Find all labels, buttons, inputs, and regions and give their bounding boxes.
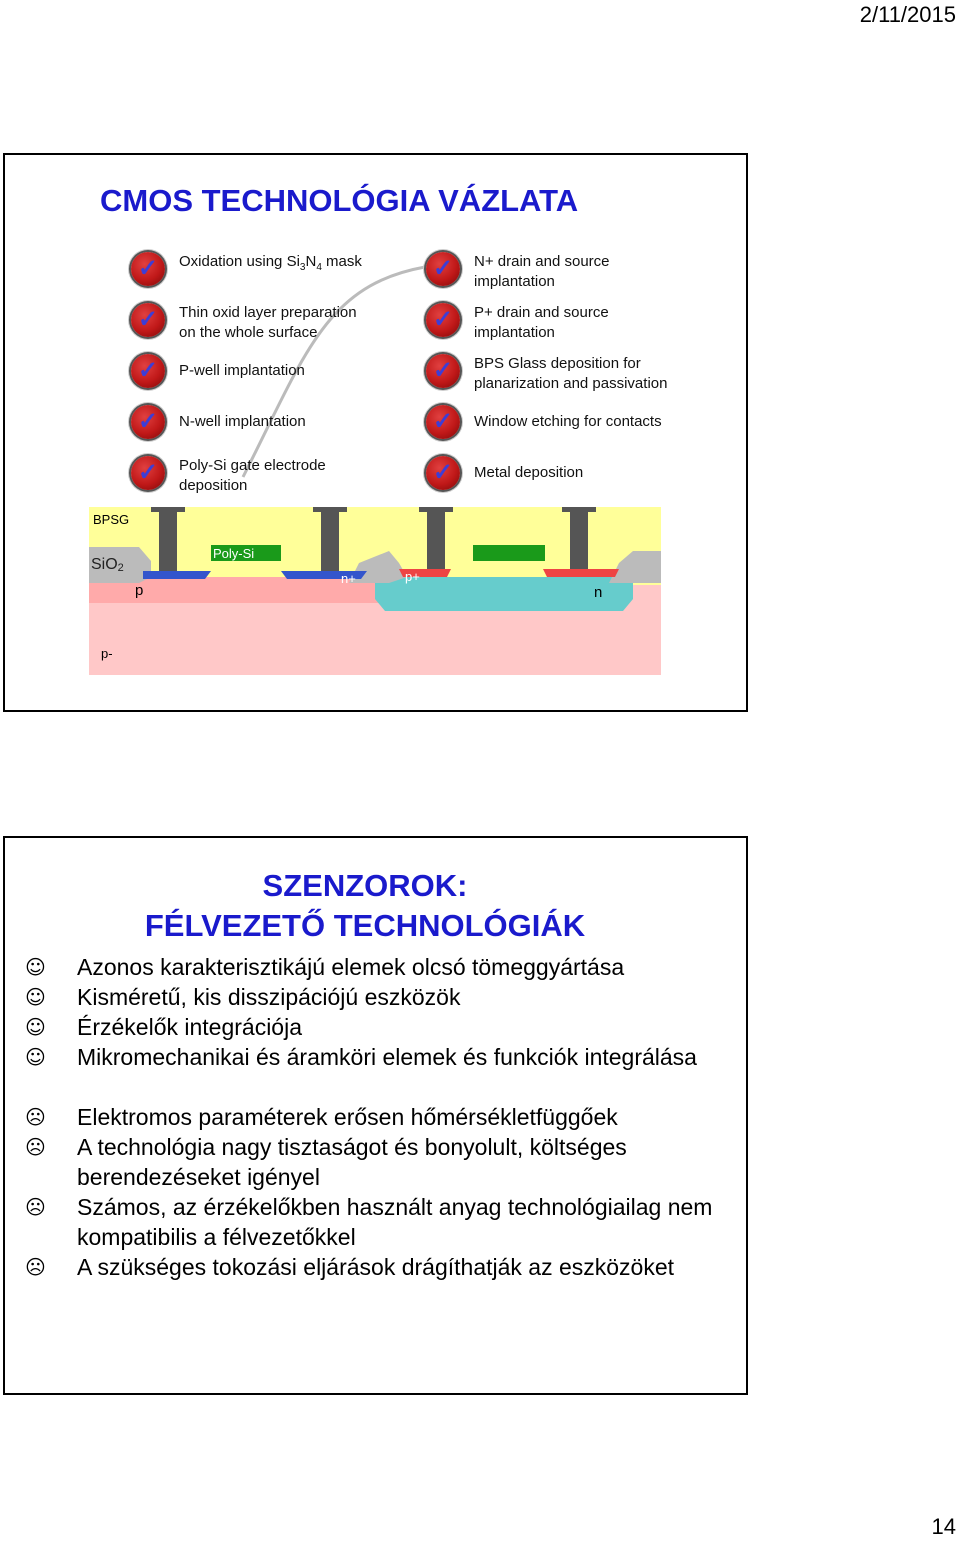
con-item: ☹ Számos, az érzékelőkben használt anyag technológiailag nem kompatibilis a félvezetőkkel — [25, 1194, 713, 1250]
frown-icon: ☹ — [25, 1105, 46, 1129]
label-n-plus: n+ — [341, 571, 356, 586]
slide-sensors — [3, 836, 748, 1395]
check-icon: ✓ — [426, 354, 460, 388]
step-thin-oxide — [131, 303, 357, 343]
step-p-well — [131, 354, 305, 388]
label-p-plus: p+ — [405, 569, 420, 584]
p-plus-right — [543, 569, 619, 577]
con-item: ☹ A technológia nagy tisztaságot és bonyolult, költséges berendezéseket igényel — [25, 1134, 627, 1190]
metal-contact — [321, 507, 339, 571]
label-n: n — [594, 584, 603, 601]
poly-gate-p — [473, 545, 545, 561]
step-p-plus — [426, 303, 609, 343]
step-label: P+ drain and source implantation — [474, 304, 609, 341]
step-oxidation: ✓ Oxidation using $Si_3N_4$ mask — [131, 252, 362, 286]
pro-item: ☺ Kisméretű, kis disszipációjú eszközök — [25, 984, 461, 1010]
step-label: BPS Glass deposition for planarization and passivation — [474, 355, 668, 392]
check-icon: ✓ — [131, 252, 165, 286]
label-sio2: SiO2 — [91, 556, 124, 574]
check-icon: ✓ — [426, 252, 460, 286]
slide-title: SZENZOROK: FÉLVEZETŐ TECHNOLÓGIÁK — [144, 868, 586, 943]
step-window-etch — [426, 405, 662, 439]
metal-contact — [159, 507, 177, 571]
slide-title: CMOS TECHNOLÓGIA VÁZLATA — [100, 183, 579, 218]
smiley-icon: ☺ — [25, 1015, 46, 1039]
check-icon: ✓ — [426, 303, 460, 337]
frown-icon: ☹ — [25, 1195, 46, 1219]
label-p: p — [135, 582, 144, 599]
frown-icon: ☹ — [25, 1135, 46, 1159]
label-bpsg: BPSG — [93, 512, 130, 527]
step-bpsg — [426, 354, 667, 394]
smiley-icon: ☺ — [25, 955, 46, 979]
step-label: Metal deposition — [474, 464, 584, 481]
con-item: ☹ Elektromos paraméterek erősen hőmérsékletfüggőek — [25, 1104, 618, 1130]
pro-item: ☺ Azonos karakterisztikájú elemek olcsó tömeggyártása — [25, 954, 625, 980]
pro-item: ☺ Mikromechanikai és áramköri elemek és funkciók integrálása — [25, 1044, 697, 1070]
smiley-icon: ☺ — [25, 985, 46, 1009]
cmos-cross-section — [89, 507, 663, 675]
n-plus-left — [143, 571, 211, 579]
label-p-minus: p- — [101, 646, 113, 661]
step-label: Window etching for contacts — [474, 413, 662, 430]
step-label: N+ drain and source implantation — [474, 253, 610, 290]
pro-item: ☺ Érzékelők integrációja — [25, 1014, 303, 1040]
slide-cmos — [3, 153, 748, 712]
step-n-plus — [426, 252, 610, 292]
frown-icon: ☹ — [25, 1255, 46, 1279]
step-n-well — [131, 405, 306, 439]
step-label: Poly-Si gate electrode deposition — [179, 457, 326, 494]
step-label: Oxidation using Si — [179, 253, 300, 270]
check-icon: ✓ — [426, 456, 460, 490]
step-label: P-well implantation — [179, 362, 305, 379]
check-icon: ✓ — [426, 405, 460, 439]
metal-contact — [427, 507, 445, 569]
step-poly-si — [131, 456, 326, 496]
page-number: 14 — [931, 1514, 956, 1539]
check-icon: ✓ — [131, 405, 165, 439]
step-label: N-well implantation — [179, 413, 306, 430]
metal-contact — [570, 507, 588, 569]
check-icon: ✓ — [131, 354, 165, 388]
smiley-icon: ☺ — [25, 1045, 46, 1069]
date: 2/11/2015 — [859, 2, 956, 27]
con-item: ☹ A szükséges tokozási eljárások drágíthatják az eszközöket — [25, 1254, 675, 1280]
label-poly-si: Poly-Si — [213, 546, 255, 561]
step-label: Thin oxid layer preparation on the whole surface — [179, 304, 357, 341]
check-icon: ✓ — [131, 456, 165, 490]
check-icon: ✓ — [131, 303, 165, 337]
step-metal — [426, 456, 583, 490]
bullet-list — [25, 952, 745, 1282]
